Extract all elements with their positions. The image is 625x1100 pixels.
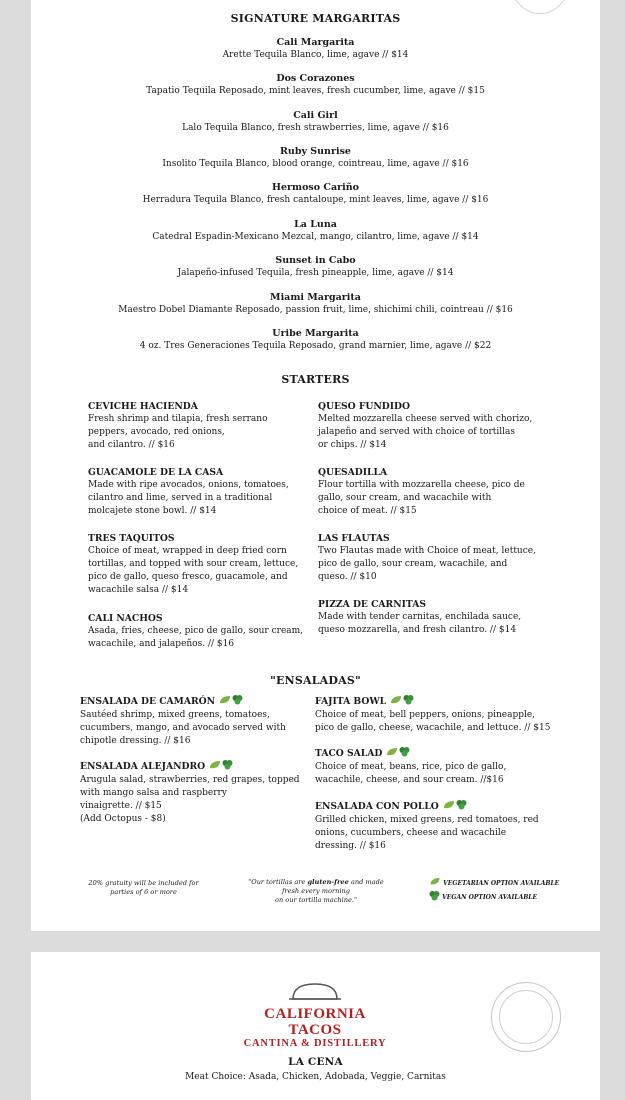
menu-item [315,799,555,853]
menu-item [88,532,316,597]
item-name: Sunset in Cabo [275,255,356,266]
meat-choice: Meat Choice: Asada, Chicken, Adobada, Veggie, Carnitas [185,1072,446,1082]
menu-item [315,694,555,735]
diet-legend [429,877,559,905]
item-description: Flour tortilla with mozzarella cheese, pico de gallo, sour cream, and wacachile with choice of meat. // $15 [318,480,525,516]
item-name: ENSALADA DE CAMARÓN [80,694,308,709]
item-name: GUACAMOLE DE LA CASA [88,467,224,478]
item-description: Choice of meat, beans, rice, pico de gallo, wacachile, cheese, and sour cream. //$16 [315,762,507,785]
vegan-leaf-icon [456,799,467,814]
item-description: Asada, fries, cheese, pico de gallo, sour cream, wacachile, and jalapeños. // $16 [88,626,304,649]
menu-item [31,73,600,97]
item-name: FAJITA BOWL [315,694,555,709]
item-name: QUESADILLA [318,467,388,478]
section-title-margaritas: SIGNATURE MARGARITAS [230,12,401,25]
item-description: Choice of meat, bell peppers, onions, pineapple, pico de gallo, cheese, wacachile, and lettuce. // $15 [315,710,551,733]
item-description: Made with tender carnitas, enchilada sauce, queso mozzarella, and fresh cilantro. // $14 [318,612,522,635]
logo-title: CALIFORNIA TACOS [264,1006,366,1038]
menu-page-1 [31,0,600,931]
item-name: Dos Corazones [276,73,355,84]
item-description: Two Flautas made with Choice of meat, lettuce, pico de gallo, sour cream, wacachile, and queso. // $10 [318,546,536,582]
vegan-leaf-icon [429,890,440,905]
menu-item [318,598,546,637]
item-description: Grilled chicken, mixed greens, red tomatoes, red onions, cucumbers, cheese and wacachile dressing. // $16 [315,815,539,851]
vegetarian-leaf-icon [429,877,441,890]
item-name: Uribe Margarita [272,328,359,339]
item-description: Insolito Tequila Blanco, blood orange, cointreau, lime, agave // $16 [162,159,469,169]
menu-item [318,532,546,584]
legend-vegetarian: VEGETARIAN OPTION AVAILABLE [443,880,560,887]
vegan-leaf-icon [399,746,410,761]
item-description: Made with ripe avocados, onions, tomatoes, cilantro and lime, served in a traditional molcajete stone bowl. // $14 [88,480,289,516]
familia-uribe-stamp [491,982,561,1052]
wagon-icon [285,982,345,1002]
menu-item [31,255,600,279]
menu-item [31,37,600,61]
item-description: Arette Tequila Blanco, lime, agave // $14 [222,50,409,60]
item-name: Hermoso Cariño [272,182,359,193]
vegan-leaf-icon [222,759,233,774]
item-description: Arugula salad, strawberries, red grapes, topped with mango salsa and raspberry vinaigrette. // $15 (Add Octopus - $8) [80,775,300,824]
item-name: CEVICHE HACIENDA [88,401,198,412]
menu-item [31,146,600,170]
vegetarian-leaf-icon [390,695,402,709]
item-name: Miami Margarita [270,292,361,303]
menu-item [31,328,600,352]
item-description: Jalapeño-infused Tequila, fresh pineapple, lime, agave // $14 [177,268,454,278]
vegetarian-leaf-icon [209,760,221,774]
item-name: Ruby Sunrise [280,146,351,157]
menu-item [31,182,600,206]
menu-item [318,466,546,518]
vegetarian-leaf-icon [386,747,398,761]
item-description: Choice of meat, wrapped in deep fried corn tortillas, and topped with sour cream, lettuce, pico de gallo, queso fresco, guacamole, and wacachile salsa // $14 [88,546,299,595]
item-name: TACO SALAD [315,746,555,761]
logo-subtitle: CANTINA & DISTILLERY [243,1038,387,1049]
item-description: Sautéed shrimp, mixed greens, tomatoes, cucumbers, mango, and avocado served with chipotle dressing. // $16 [80,710,286,746]
section-title-la-cena: LA CENA [288,1056,343,1068]
tortilla-note: "Our tortillas are gluten-free and made fresh every morning on our tortilla machine." [248,878,384,904]
item-name: ENSALADA ALEJANDRO [80,759,308,774]
section-title-ensaladas: "ENSALADAS" [270,674,361,687]
item-description: Tapatio Tequila Reposado, mint leaves, fresh cucumber, lime, agave // $15 [146,86,485,96]
vegan-leaf-icon [403,694,414,709]
section-title-starters: STARTERS [281,373,350,386]
menu-page-2 [31,952,600,1100]
menu-item [80,694,308,748]
menu-item [318,400,546,452]
gratuity-note: 20% gratuity will be included for parties of 6 or more [88,879,199,896]
item-description: Melted mozzarella cheese served with chorizo, jalapeño and served with choice of tortillas or chips. // $14 [318,414,533,450]
menu-item [88,400,316,452]
item-description: Lalo Tequila Blanco, fresh strawberries, lime, agave // $16 [182,123,449,133]
item-description: Catedral Espadin-Mexicano Mezcal, mango, cilantro, lime, agave // $14 [152,232,479,242]
item-name: Cali Girl [293,110,338,121]
item-name: LAS FLAUTAS [318,533,390,544]
restaurant-logo [241,982,389,1050]
menu-item [88,612,316,651]
vegan-leaf-icon [232,694,243,709]
menu-item [80,759,308,826]
item-name: CALI NACHOS [88,613,163,624]
item-description: Maestro Dobel Diamante Reposado, passion fruit, lime, shichimi chili, cointreau // $16 [118,305,513,315]
item-name: Cali Margarita [276,37,355,48]
vegetarian-leaf-icon [443,800,455,814]
vegetarian-leaf-icon [219,695,231,709]
menu-item [88,466,316,518]
item-description: Herradura Tequila Blanco, fresh cantaloupe, mint leaves, lime, agave // $16 [142,195,489,205]
item-name: ENSALADA CON POLLO [315,799,555,814]
item-name: QUESO FUNDIDO [318,401,411,412]
menu-item [315,746,555,787]
item-description: 4 oz. Tres Generaciones Tequila Reposado, grand marnier, lime, agave // $22 [139,341,492,351]
menu-item [31,292,600,316]
item-name: PIZZA DE CARNITAS [318,599,426,610]
menu-item [31,110,600,134]
item-name: La Luna [294,219,337,230]
item-name: TRES TAQUITOS [88,533,175,544]
menu-item [31,219,600,243]
legend-vegan: VEGAN OPTION AVAILABLE [442,894,538,901]
item-description: Fresh shrimp and tilapia, fresh serrano peppers, avocado, red onions, and cilantro. // $16 [88,414,268,450]
